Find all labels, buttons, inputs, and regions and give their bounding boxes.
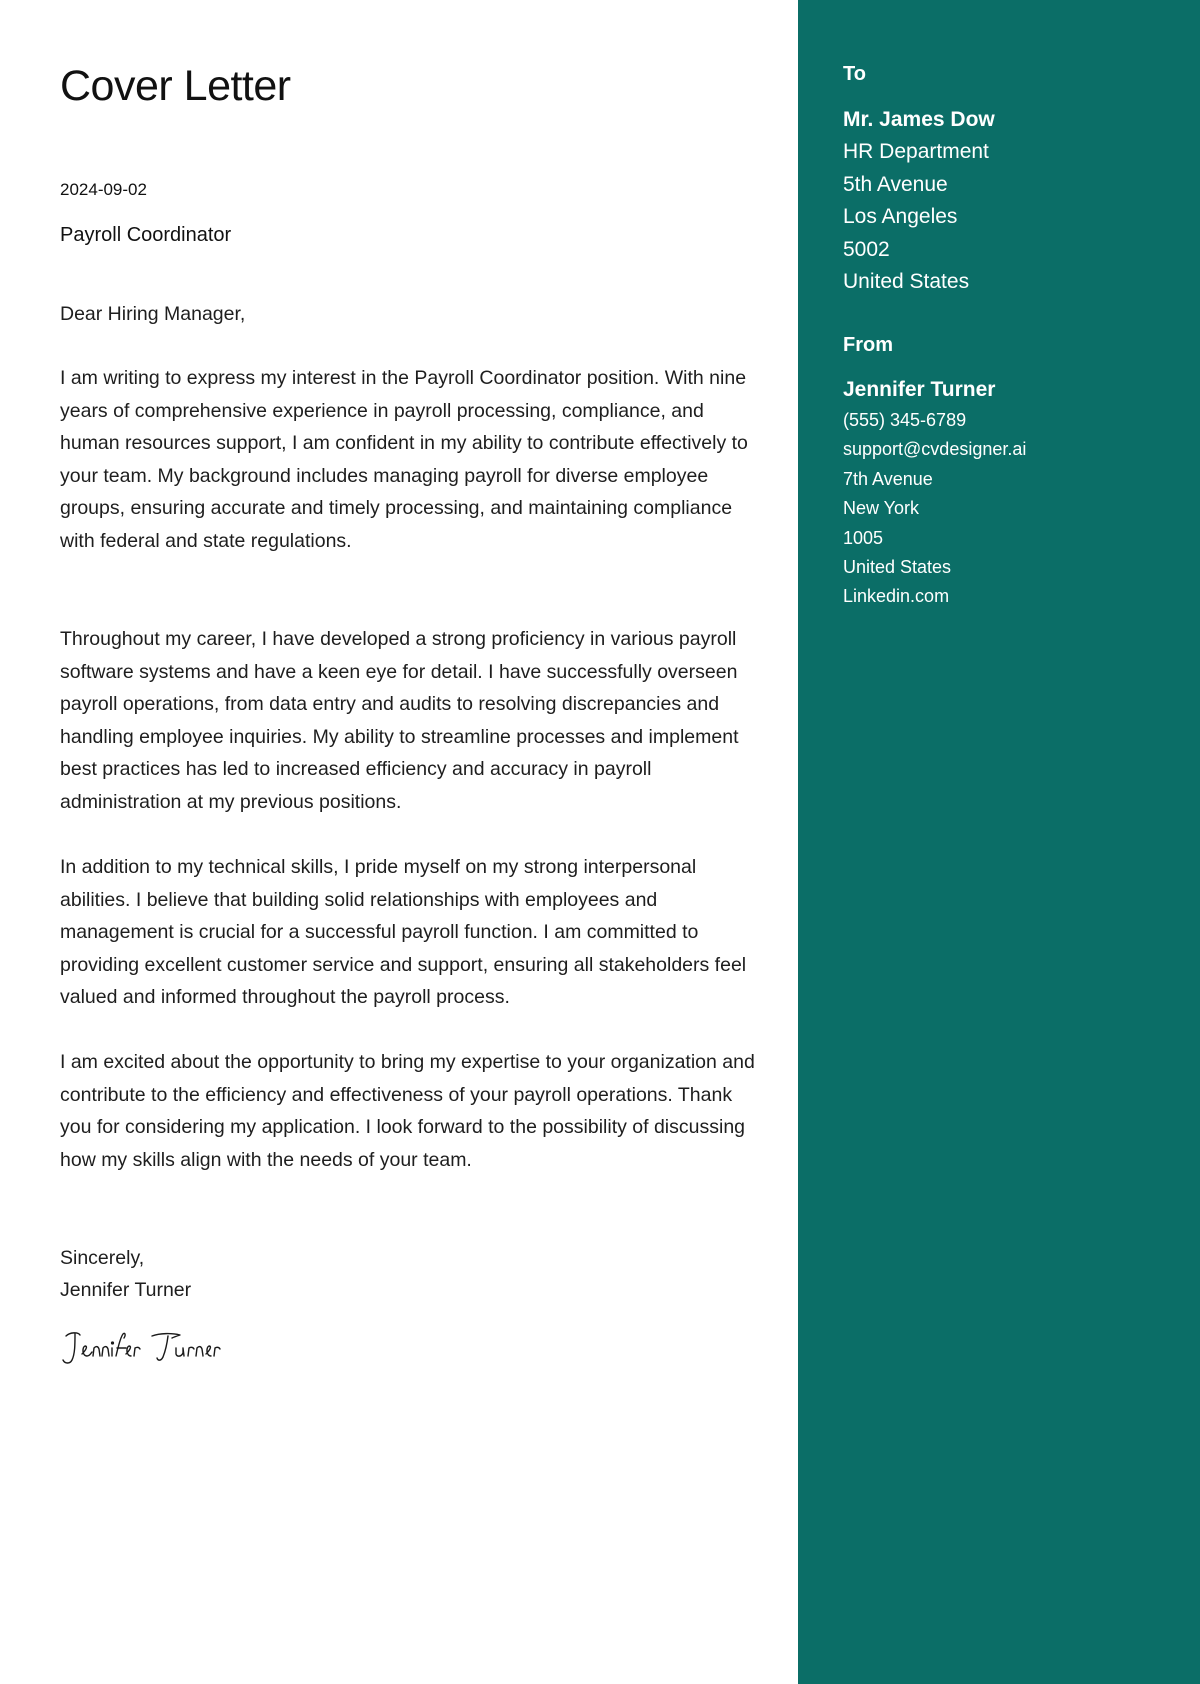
- recipient-heading: To: [843, 63, 866, 85]
- sender-postal-code: 1005: [843, 527, 884, 548]
- paragraph-4: I am excited about the opportunity to bring my expertise to your organization and contribute to the efficiency and effectiveness of your payroll operations. Thank you for considering my application. I look forward to the possibility of discussing how my skills align with the needs of your team.: [60, 1051, 755, 1171]
- paragraph-1: I am writing to express my interest in the Payroll Coordinator position. With nine years of comprehensive experience in payroll processing, compliance, and human resources support, I am confident in my ability to contribute effectively to your team. My background includes managing payroll for diverse employee groups, ensuring accurate and timely processing, and maintaining compliance with federal and state regulations.: [60, 367, 748, 552]
- sender-heading: From: [843, 334, 893, 356]
- recipient-city: Los Angeles: [843, 205, 958, 229]
- signer-name: Jennifer Turner: [60, 1279, 192, 1301]
- sender-email: support@cvdesigner.ai: [843, 439, 1027, 460]
- paragraph-2: Throughout my career, I have developed a strong proficiency in various payroll software systems and have a keen eye for detail. I have successfully overseen payroll operations, from data entry and audits to resolving discrepancies and handling employee inquiries. My ability to streamline processes and implement best practices has led to increased efficiency and accuracy in payroll administration at my previous positions.: [60, 628, 739, 813]
- letter-date: 2024-09-02: [60, 180, 147, 199]
- recipient-country: United States: [843, 270, 970, 294]
- sender-website: Linkedin.com: [843, 586, 950, 607]
- recipient-address: [843, 136, 989, 299]
- recipient-name: Mr. James Dow: [843, 108, 995, 131]
- recipient-department: HR Department: [843, 140, 989, 163]
- recipient-street: 5th Avenue: [843, 172, 948, 196]
- sender-contact: [843, 406, 1026, 612]
- sender-name: Jennifer Turner: [843, 378, 996, 401]
- contact-sidebar: [798, 0, 1200, 1684]
- closing: Sincerely,: [60, 1247, 145, 1269]
- greeting: Dear Hiring Manager,: [60, 303, 246, 325]
- sender-city: New York: [843, 498, 920, 519]
- recipient-postal-code: 5002: [843, 237, 890, 261]
- sender-country: United States: [843, 557, 952, 578]
- page-title: Cover Letter: [60, 62, 291, 110]
- handwritten-signature: [60, 1326, 250, 1370]
- paragraph-3: In addition to my technical skills, I pride myself on my strong interpersonal abilities. I believe that building solid relationships with employees and management is crucial for a successful payroll function. I am committed to providing excellent customer service and support, ensuring all stakeholders feel valued and informed throughout the payroll process.: [60, 856, 747, 1009]
- sender-phone: (555) 345-6789: [843, 410, 967, 430]
- sender-street: 7th Avenue: [843, 468, 933, 489]
- position-title: Payroll Coordinator: [60, 224, 232, 246]
